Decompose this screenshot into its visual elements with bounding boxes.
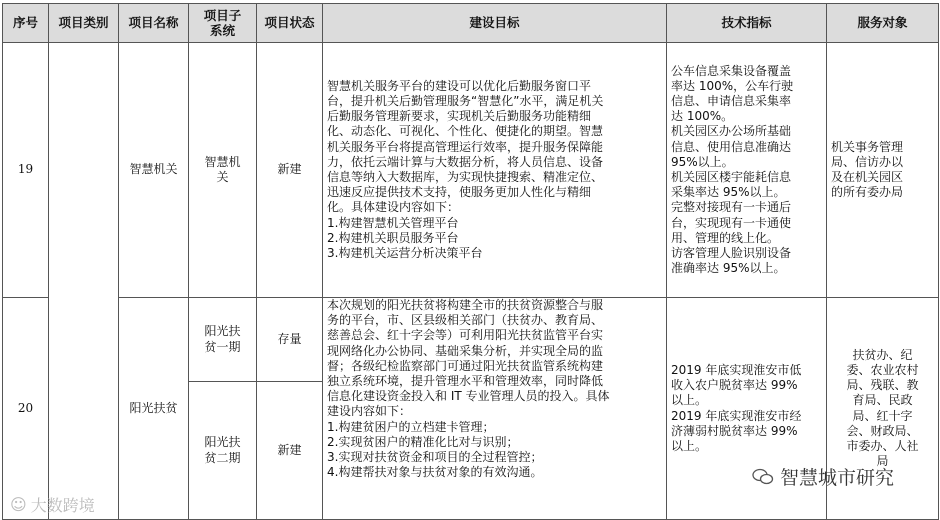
text-line: 委、农业农村	[846, 362, 919, 377]
text-line: 局、残联、教	[846, 378, 919, 393]
text-line: 2019 年底实现淮安市低	[671, 362, 802, 377]
text-line: 及在机关园区	[831, 170, 904, 184]
text-line: 力，依托云端计算与大数据分析，将人员信息、设备	[327, 154, 604, 169]
text-line: 阳光扶	[204, 324, 241, 339]
text-line: 1.构建智慧机关管理平台	[327, 215, 459, 230]
header-name: 项目名称	[119, 4, 189, 43]
text-line: 采集率达 95%以上。	[671, 185, 786, 200]
subsystem: 智慧机 关	[189, 43, 257, 298]
wechat-icon	[752, 468, 774, 486]
text-line: 务的平台，市、区县级相关部门（扶贫办、教育局、	[327, 313, 604, 328]
weibo-icon: ☺	[10, 495, 27, 514]
header-status: 项目状态	[257, 4, 323, 43]
header-service: 服务对象	[827, 4, 939, 43]
text-line: 用、管理的线上化。	[671, 230, 780, 245]
project-table	[2, 3, 939, 520]
watermark-right: 智慧城市研究	[752, 463, 894, 490]
project-name: 阳光扶贫	[119, 298, 189, 520]
text-line: 2019 年底实现淮安市经	[671, 408, 802, 423]
text-line: 局、信访办以	[831, 154, 904, 169]
text-line: 阳光扶	[204, 435, 241, 450]
text-line: 市委办、人社	[846, 438, 919, 453]
text-line: 本次规划的阳光扶贫将构建全市的扶贫资源整合与服	[327, 298, 604, 312]
watermark-left: ☺ 大数跨境	[10, 495, 95, 515]
project-name: 智慧机关	[119, 43, 189, 298]
text-line: 智慧机关服务平台的建设可以优化后勤服务窗口平	[327, 78, 592, 93]
text-line: 济薄弱村脱贫率达 99%	[671, 423, 798, 438]
text-line: 育局、民政	[852, 393, 913, 408]
table-row	[3, 298, 939, 382]
header-goal: 建设目标	[323, 4, 667, 43]
service-cell	[827, 43, 939, 298]
text-line: 贫一期	[204, 339, 241, 354]
text-line: 台，提升机关后勤管理服务“智慧化”水平，满足机关	[327, 93, 604, 108]
text-line: 化、动态化、可视化、个性化、便捷化的期望。智慧	[327, 124, 604, 139]
text-line: 2.实现贫困户的精准化比对与识别；	[327, 434, 519, 449]
text-line: 3.构建机关运营分析决策平台	[327, 246, 483, 261]
header-subsystem: 项目子系统	[189, 4, 257, 43]
text-line: 信息等纳入大数据库，为实现快捷搜索、精准定位、	[327, 170, 604, 184]
text-line: 慈善总会、红十字会等）可利用阳光扶贫监管平台实	[327, 328, 604, 343]
text-line: 现网络化办公协同、基础采集分析，并实现全局的监	[327, 343, 604, 358]
text-line: 机关事务管理	[831, 139, 904, 154]
text-line: 化。具体建设内容如下：	[327, 200, 460, 215]
text-line: 3.实现对扶贫资金和项目的全过程管控；	[327, 450, 543, 465]
table-row	[3, 43, 939, 298]
text-line: 达 100%。	[671, 109, 734, 124]
text-line: 扶贫办、纪	[852, 347, 913, 362]
header-tech: 技术指标	[667, 4, 827, 43]
text-line: 4.构建帮扶对象与扶贫对象的有效沟通。	[327, 465, 543, 480]
text-line: 完整对接现有一卡通后	[671, 200, 792, 215]
subsystem-phase1	[189, 298, 257, 382]
text-line: 建设内容如下：	[327, 404, 412, 419]
tech-cell	[667, 43, 827, 298]
subsystem-phase2	[189, 382, 257, 520]
text-line: 台，实现现有一卡通使	[671, 215, 792, 230]
text-line: 2.构建机关职员服务平台	[327, 230, 459, 245]
header-no: 序号	[3, 4, 49, 43]
text-line: 以上。	[671, 393, 708, 408]
header-row	[3, 4, 939, 43]
text-line: 95%以上。	[671, 154, 734, 169]
header-category: 项目类别	[49, 4, 119, 43]
text-line: 信息、申请信息采集率	[671, 93, 792, 108]
text-line: 访客管理人脸识别设备	[671, 246, 792, 261]
text-line: 后勤服务管理新要求，实现机关后勤服务功能精细	[327, 109, 592, 124]
status-phase2: 新建	[257, 382, 323, 520]
goal-cell	[323, 43, 667, 298]
row-number: 19	[3, 43, 49, 298]
text-line: 的所有委办局	[831, 185, 904, 200]
status: 新建	[257, 43, 323, 298]
text-line: 会、财政局、	[846, 423, 919, 438]
text-line: 率达 100%，公车行驶	[671, 78, 794, 93]
text-line: 机关园区办公场所基础	[671, 124, 792, 139]
text-line: 收入农户脱贫率达 99%	[671, 378, 798, 393]
text-line: 机关服务平台将提高管理运行效率，提升服务保障能	[327, 139, 604, 154]
category-cell	[49, 43, 119, 520]
text-line: 信息化建设资金投入和 IT 专业管理人员的投入。具体	[327, 389, 610, 404]
goal-cell	[323, 298, 667, 520]
text-line: 独立系统环境，提升管理水平和管理效率，同时降低	[327, 374, 604, 389]
text-line: 贫二期	[204, 450, 241, 465]
text-line: 督；各级纪检监察部门可通过阳光扶贫监管系统构建	[327, 358, 604, 373]
text-line: 公车信息采集设备覆盖	[671, 63, 792, 78]
row-number: 20	[3, 298, 49, 520]
text-line: 信息、使用信息准确达	[671, 139, 792, 154]
status-phase1: 存量	[257, 298, 323, 382]
text-line: 1.构建贫困户的立档建卡管理；	[327, 419, 495, 434]
text-line: 以上。	[671, 438, 708, 453]
text-line: 准确率达 95%以上。	[671, 261, 786, 276]
text-line: 机关园区楼宇能耗信息	[671, 170, 792, 184]
text-line: 迅速反应提供技术支持，使服务更加人性化与精细	[327, 185, 592, 200]
text-line: 局	[876, 454, 889, 469]
text-line: 局、红十字	[852, 408, 913, 423]
